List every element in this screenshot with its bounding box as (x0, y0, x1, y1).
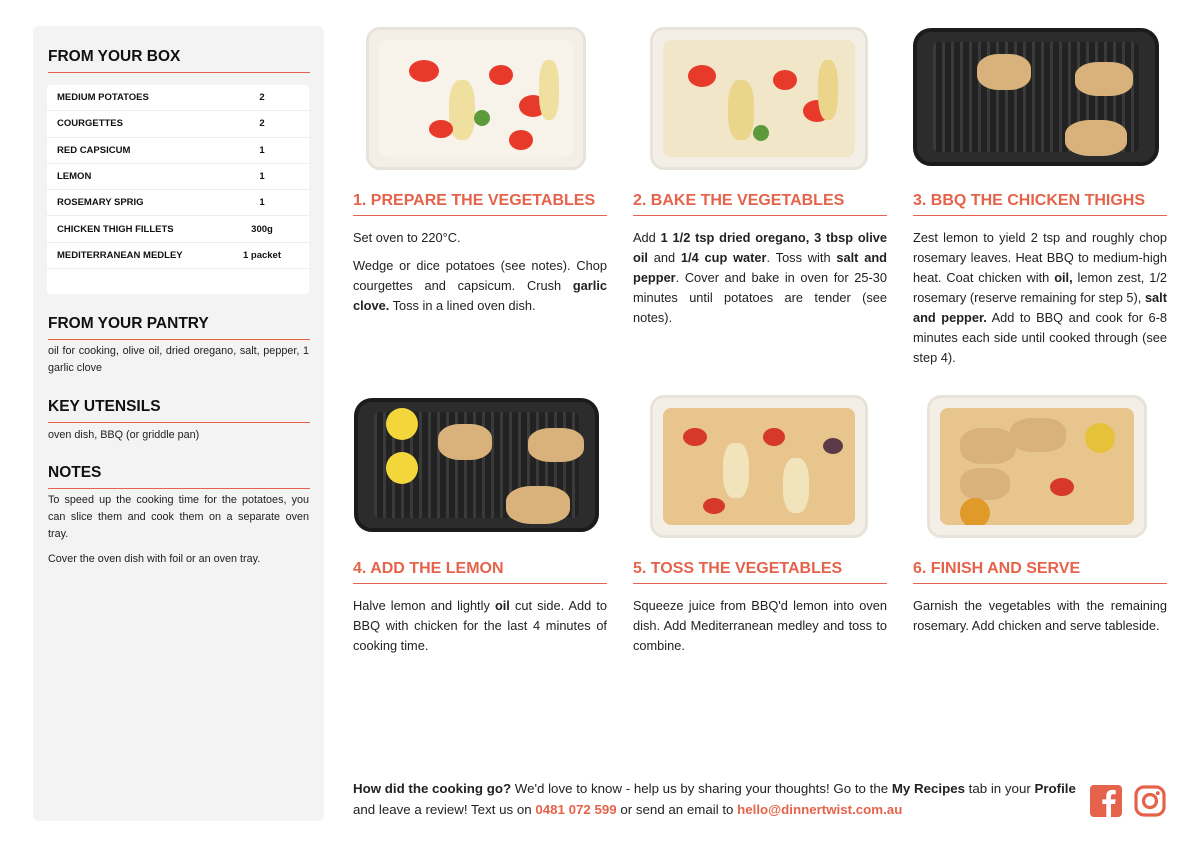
pantry-text: oil for cooking, olive oil, dried oregano, salt, pepper, 1 garlic clove (48, 345, 309, 374)
box-item-name: LEMON (57, 171, 92, 183)
step-1-line: Wedge or dice potatoes (see notes). Chop courgettes and capsicum. Crush garlic clove. Toss in a lined oven dish. (353, 258, 607, 313)
box-item-row (47, 190, 309, 216)
step-3-text: Zest lemon to yield 2 tsp and roughly chop rosemary leaves. Heat BBQ to medium-high heat. Coat chicken with oil, lemon zest, 1/2 rosemary (reserve remaining for step 5), salt and pepper. Add to BBQ and cook for 6-8 minutes each side until cooked through (see step 4). (913, 230, 1167, 365)
box-item-qty: 1 (259, 197, 265, 209)
utensils-heading: KEY UTENSILS (48, 398, 310, 423)
notes-heading: NOTES (48, 464, 310, 489)
step-3-title: 3. BBQ THE CHICKEN THIGHS (913, 192, 1167, 216)
box-heading: FROM YOUR BOX (48, 48, 310, 73)
notes-text (48, 492, 309, 568)
step-5-text: Squeeze juice from BBQ'd lemon into oven dish. Add Mediterranean medley and toss to combine. (633, 598, 887, 653)
step-5-title: 5. TOSS THE VEGETABLES (633, 560, 887, 584)
box-item-name: RED CAPSICUM (57, 144, 131, 156)
box-item-name: COURGETTES (57, 118, 123, 130)
box-item-qty: 1 (259, 144, 265, 156)
step-1-text (353, 228, 607, 316)
facebook-icon[interactable] (1090, 785, 1122, 817)
box-item-name: MEDITERRANEAN MEDLEY (57, 249, 183, 261)
step-6-text: Garnish the vegetables with the remaining rosemary. Add chicken and serve tableside. (913, 598, 1167, 633)
phone-link[interactable]: 0481 072 599 (535, 802, 617, 817)
box-item-row (47, 111, 309, 137)
note-item: To speed up the cooking time for the potatoes, you can slice them and cook them on a separate oven tray. (48, 494, 309, 540)
box-item-qty: 300g (251, 223, 273, 235)
feedback-footer: How did the cooking go? We'd love to know - help us by sharing your thoughts! Go to the My Recipes tab in your Profile and leave a review! Text us on 0481 072 599 or send an email to hello@dinnertwist.com.au (353, 781, 1076, 817)
step-5-photo (650, 395, 868, 538)
box-item-row (47, 216, 309, 242)
step-4-photo (354, 398, 599, 532)
step-6-photo (927, 395, 1147, 538)
step-1-photo (366, 27, 586, 170)
email-link[interactable]: hello@dinnertwist.com.au (737, 802, 903, 817)
box-item-name: ROSEMARY SPRIG (57, 197, 144, 209)
box-item-qty: 1 packet (242, 249, 282, 261)
utensils-text: oven dish, BBQ (or griddle pan) (48, 429, 200, 441)
box-item-row (47, 85, 309, 111)
box-item-qty: 2 (259, 92, 265, 104)
box-item-row (47, 243, 309, 269)
sidebar (33, 26, 324, 821)
step-4-title: 4. ADD THE LEMON (353, 560, 607, 584)
box-item-row (47, 164, 309, 190)
pantry-heading: FROM YOUR PANTRY (48, 315, 310, 340)
box-item-qty: 2 (259, 118, 265, 130)
instagram-icon[interactable] (1134, 785, 1166, 817)
box-item-qty: 1 (259, 171, 265, 183)
box-item-name: CHICKEN THIGH FILLETS (57, 223, 174, 235)
step-4-text: Halve lemon and lightly oil cut side. Add to BBQ with chicken for the last 4 minutes of cooking time. (353, 598, 607, 653)
step-2-photo (650, 27, 868, 170)
step-1-line: Set oven to 220°C. (353, 230, 461, 245)
step-2-title: 2. BAKE THE VEGETABLES (633, 192, 887, 216)
step-2-text: Add 1 1/2 tsp dried oregano, 3 tbsp olive oil and 1/4 cup water. Toss with salt and pepper. Cover and bake in oven for 25-30 minutes until potatoes are tender (see notes). (633, 230, 888, 325)
step-3-photo (913, 28, 1159, 166)
note-item: Cover the oven dish with foil or an oven tray. (48, 553, 261, 565)
step-6-title: 6. FINISH AND SERVE (913, 560, 1167, 584)
step-1-title: 1. PREPARE THE VEGETABLES (353, 192, 607, 216)
box-item-name: MEDIUM POTATOES (57, 92, 149, 104)
box-item-row (47, 138, 309, 164)
box-ingredients-table (47, 85, 309, 294)
